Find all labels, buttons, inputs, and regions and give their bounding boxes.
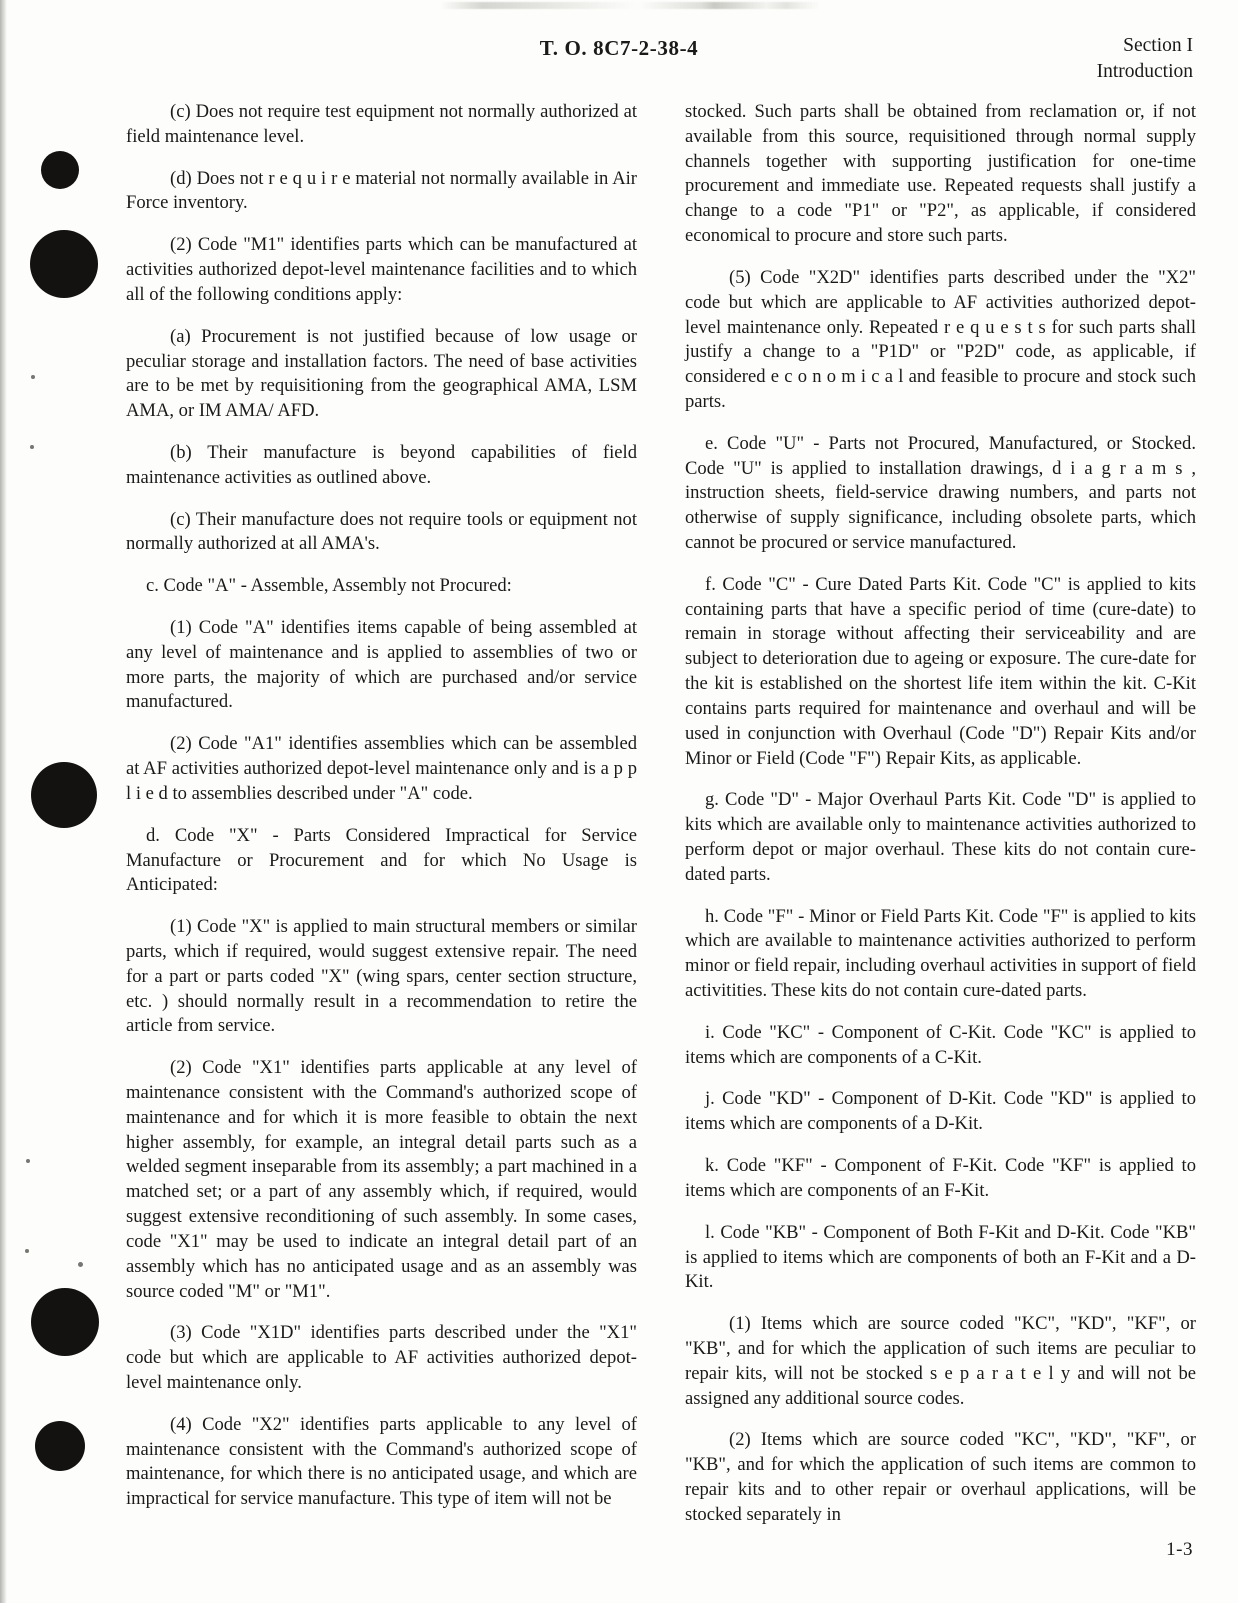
scan-artifact-top-right (700, 2, 820, 9)
paragraph-c-test-equipment: (c) Does not require test equipment not normally authorized at field maintenance level. (126, 101, 637, 147)
paragraph-kb-peculiar: (1) Items which are source coded "KC", "KD", "KF", or "KB", and for which the application of such items are peculiar to repair kits, will not be stocked s e p a r a t e l y and will not be assigned any additional source codes. (685, 1313, 1196, 1409)
paragraph-code-x-heading: d. Code "X" - Parts Considered Impractical for Service Manufacture or Procurement and for which No Usage is Anticipated: (126, 824, 637, 896)
section-identifier (1097, 33, 1193, 86)
paragraph-code-u-heading: e. Code "U" - Parts not Procured, Manufactured, or Stocked. Code "U" is applied to installation drawings, d i a g r a m s , instruction sheets, field-service drawing numbers, and parts not otherwise of supply significance, including obsolete parts, which cannot be procured or service manufactured. (685, 432, 1196, 553)
right-text-column (685, 100, 1196, 1528)
dust-speck (26, 1159, 30, 1163)
paragraph-m1-code: (2) Code "M1" identifies parts which can be manufactured at activities authorized depot-level maintenance facilities and to which all of the following conditions apply: (126, 234, 637, 305)
paragraph-a1-items: (1) Code "A" identifies items capable of being assembled at any level of maintenance and is applied to assemblies of two or more parts, the majority of which are purchased and/or service manufactured. (126, 617, 637, 713)
paragraph-c-manufacture-tools: (c) Their manufacture does not require tools or equipment not normally authorized at all AMA's. (126, 508, 637, 555)
paragraph-b-manufacture-beyond: (b) Their manufacture is beyond capabilities of field maintenance activities as outlined above. (126, 441, 637, 488)
page-number: 1-3 (1166, 1539, 1193, 1560)
paragraph-x2d-parts: (5) Code "X2D" identifies parts described under the "X2" code but which are applicable to AF activities authorized depot-level maintenance only. Repeated r e q u e s t s for such parts shall justify a change to a "P1D" or "P2D" code, as applicable, if considered e c o n o m i c a l and feasible to procure and stock such parts. (685, 266, 1196, 412)
paragraph-code-kb-heading: l. Code "KB" - Component of Both F-Kit and D-Kit. Code "KB" is applied to items which are components of both an F-Kit and a D-Kit. (685, 1221, 1196, 1293)
dust-speck (30, 445, 34, 449)
hole-punch-mark (31, 762, 97, 828)
paragraph-kb-common: (2) Items which are source coded "KC", "KD", "KF", or "KB", and for which the application of such items are common to repair kits and to other repair or overhaul applications, will be stocked separately in (685, 1429, 1196, 1525)
left-text-column (126, 100, 637, 1528)
paragraph-d-material: (d) Does not r e q u i r e material not normally available in Air Force inventory. (126, 167, 637, 214)
section-subtitle: Introduction (1096, 61, 1193, 83)
scan-edge-shadow (0, 0, 7, 1603)
paragraph-x-structural: (1) Code "X" is applied to main structural members or similar parts, which if required, would suggest extensive repair. The need for a part or parts coded "X" (wing spars, center section structure, etc. ) should normally result in a recommendation to retire the article from service. (126, 916, 637, 1037)
paragraph-code-kd-heading: j. Code "KD" - Component of D-Kit. Code "KD" is applied to items which are components of a D-Kit. (685, 1088, 1196, 1135)
dust-speck (78, 1262, 83, 1267)
paragraph-a1-assemblies: (2) Code "A1" identifies assemblies which can be assembled at AF activities authorized depot-level maintenance only and is a p p l i e d to assemblies described under "A" code. (126, 733, 637, 804)
document-number: T. O. 8C7-2-38-4 (539, 36, 699, 60)
paragraph-code-kc-heading: i. Code "KC" - Component of C-Kit. Code "KC" is applied to items which are components of a C-Kit. (685, 1021, 1196, 1068)
paragraph-code-f-heading: h. Code "F" - Minor or Field Parts Kit. Code "F" is applied to kits which are available to maintenance activities authorized to perform minor or field repair, including overhaul activities in support of field activitities. These kits do not contain cure-dated parts. (685, 905, 1196, 1001)
paragraph-code-kf-heading: k. Code "KF" - Component of F-Kit. Code "KF" is applied to items which are components of an F-Kit. (685, 1155, 1196, 1201)
hole-punch-mark (31, 1288, 99, 1356)
section-label: Section I (1123, 35, 1193, 56)
paragraph-code-a-heading: c. Code "A" - Assemble, Assembly not Procured: (146, 575, 512, 597)
paragraph-x1-parts: (2) Code "X1" identifies parts applicable at any level of maintenance consistent with the Command's authorized scope of maintenance and for which it is more feasible to obtain the next higher assembly, for example, an integral detail parts such as a welded segment inseparable from its assembly; a part machined in a matched set; or a part of any assembly which, if required, would suggest extensive reconditioning of such assembly. In some cases, code "X1" may be used to indicate an integral detail part of an assembly which has no anticipated usage and as an assembly was source coded "M" or "M1". (126, 1057, 637, 1302)
page-header (0, 36, 1238, 96)
paragraph-x1d-parts: (3) Code "X1D" identifies parts described under the "X1" code but which are applicable to AF activities authorized depot-level maintenance only. (126, 1322, 637, 1393)
paragraph-x2-parts: (4) Code "X2" identifies parts applicable to any level of maintenance consistent with the Command's authorized scope of maintenance, for which there is no anticipated usage, and which are impractical for service manufacture. This type of item will not be (126, 1413, 637, 1510)
body-columns (126, 100, 1196, 1528)
hole-punch-mark (30, 230, 98, 298)
dust-speck (31, 375, 35, 379)
dust-speck (25, 1249, 29, 1253)
hole-punch-mark (41, 151, 79, 189)
paragraph-code-c-heading: f. Code "C" - Cure Dated Parts Kit. Code "C" is applied to kits containing parts that have a specific period of time (cure-date) to remain in storage without affecting their serviceability and are subject to deterioration due to ageing or exposure. The cure-date for the kit is established on the shortest life item within the kit. C-Kit contains parts required for maintenance and overhaul and will be used in conjunction with Overhaul (Code "D") Repair Kits and/or Minor or Field (Code "F") Repair Kits, as applicable. (685, 573, 1196, 769)
paragraph-stocked-continuation: stocked. Such parts shall be obtained from reclamation or, if not available from this source, requisitioned through normal supply channels together with supporting justification for one-time procurement and immediate use. Repeated requests shall justify a change to a code "P1" or "P2", as applicable, if considered economical to procure and store such parts. (685, 101, 1196, 247)
hole-punch-mark (35, 1421, 85, 1471)
paragraph-code-d-heading: g. Code "D" - Major Overhaul Parts Kit. Code "D" is applied to kits which are available only to maintenance activities authorized to perform depot or major overhaul. These kits do not contain cure-dated parts. (685, 789, 1196, 885)
paragraph-a-procurement: (a) Procurement is not justified because of low usage or peculiar storage and installation factors. The need of base activities are to be met by requisitioning from the geographical AMA, LSM AMA, or IM AMA/ AFD. (126, 325, 637, 422)
